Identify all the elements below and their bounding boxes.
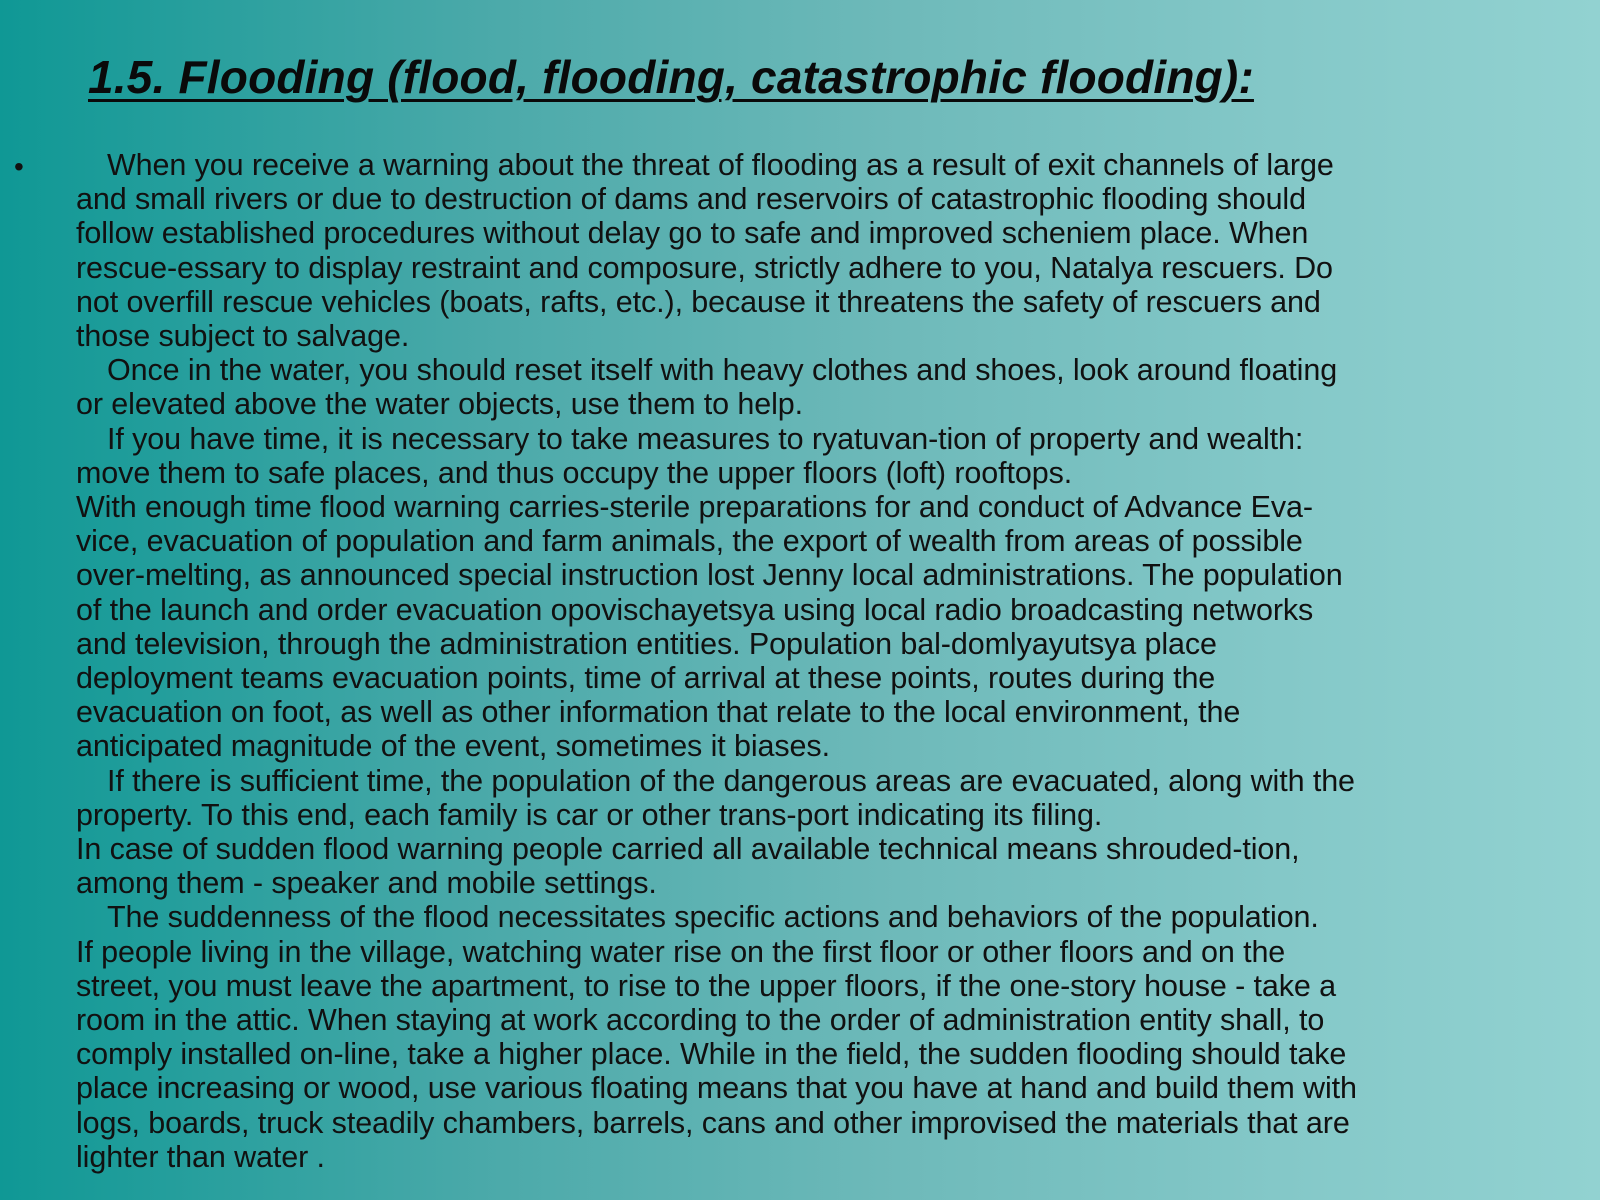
body-line: property. To this end, each family is car or other trans-port indicating its filing. bbox=[76, 797, 1103, 832]
body-line: evacuation on foot, as well as other information that relate to the local environment, the bbox=[76, 695, 1241, 730]
body-line: not overfill rescue vehicles (boats, rafts, etc.), because it threatens the safety of rescuers and bbox=[76, 284, 1321, 319]
body-line: If people living in the village, watching water rise on the first floor or other floors and on the bbox=[76, 934, 1286, 969]
body-line: move them to safe places, and thus occupy the upper floors (loft) rooftops. bbox=[76, 455, 1073, 490]
body-line: If you have time, it is necessary to take measures to ryatuvan-tion of property and wealth: bbox=[107, 421, 1304, 456]
body-line: and television, through the administration entities. Population bal-domlyayutsya place bbox=[76, 626, 1217, 661]
body-line: follow established procedures without delay go to safe and improved scheniem place. When bbox=[76, 216, 1309, 251]
body-line: anticipated magnitude of the event, sometimes it biases. bbox=[76, 729, 830, 764]
body-line: deployment teams evacuation points, time of arrival at these points, routes during the bbox=[76, 661, 1216, 696]
body-line: The suddenness of the flood necessitates specific actions and behaviors of the population. bbox=[107, 900, 1319, 935]
body-line: place increasing or wood, use various floating means that you have at hand and build them with bbox=[76, 1071, 1357, 1106]
body-line: rescue-essary to display restraint and composure, strictly adhere to you, Natalya rescuers. Do bbox=[76, 250, 1333, 285]
body-line: With enough time flood warning carries-sterile preparations for and conduct of Advance Eva- bbox=[76, 490, 1313, 525]
body-line: If there is sufficient time, the population of the dangerous areas are evacuated, along with the bbox=[107, 763, 1355, 798]
slide-title: 1.5. Flooding (flood, flooding, catastrophic flooding): bbox=[88, 51, 1254, 103]
body-line: When you receive a warning about the threat of flooding as a result of exit channels of large bbox=[107, 148, 1334, 182]
body-line: logs, boards, truck steadily chambers, barrels, cans and other improvised the materials that are bbox=[76, 1105, 1350, 1140]
body-line: and small rivers or due to destruction of dams and reservoirs of catastrophic flooding should bbox=[76, 182, 1306, 217]
bullet-marker: • bbox=[14, 151, 24, 182]
body-line: street, you must leave the apartment, to rise to the upper floors, if the one-story house - take a bbox=[76, 968, 1337, 1003]
body-line: Once in the water, you should reset itself with heavy clothes and shoes, look around floating bbox=[107, 353, 1338, 388]
body-line: vice, evacuation of population and farm animals, the export of wealth from areas of possible bbox=[76, 524, 1303, 559]
body-line: those subject to salvage. bbox=[76, 319, 410, 354]
body-line: or elevated above the water objects, use them to help. bbox=[76, 387, 804, 422]
body-line: lighter than water . bbox=[76, 1139, 325, 1174]
body-line: of the launch and order evacuation opovischayetsya using local radio broadcasting networks bbox=[76, 592, 1314, 627]
body-line: In case of sudden flood warning people carried all available technical means shrouded-tion, bbox=[76, 832, 1300, 867]
body-line: among them - speaker and mobile settings. bbox=[76, 866, 657, 901]
body-text bbox=[76, 148, 1576, 1174]
body-line: room in the attic. When staying at work according to the order of administration entity shall, to bbox=[76, 1003, 1325, 1038]
body-line: comply installed on-line, take a higher place. While in the field, the sudden flooding should take bbox=[76, 1037, 1347, 1072]
body-line: over-melting, as announced special instruction lost Jenny local administrations. The population bbox=[76, 558, 1343, 593]
